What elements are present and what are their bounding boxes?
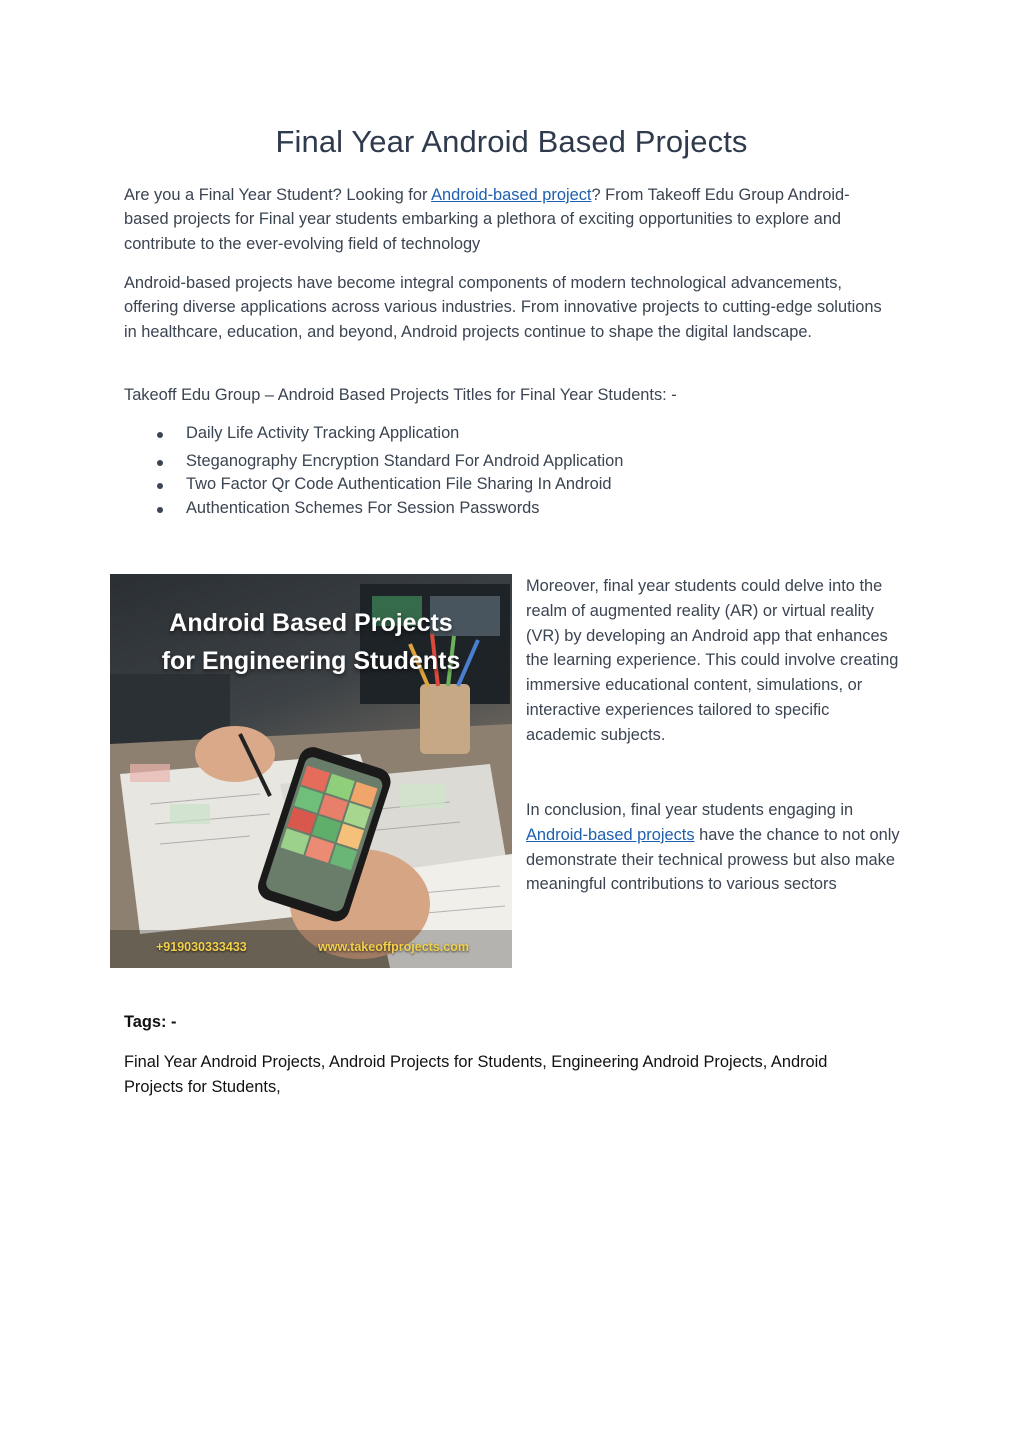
conclusion-text-after: have the chance to not only demonstrate their technical prowess but also make meaningful contributions to various sectors: [526, 825, 900, 894]
page-title: Final Year Android Based Projects: [275, 124, 748, 159]
intro-text-before: Are you a Final Year Student? Looking for: [124, 186, 432, 204]
conclusion-paragraph: [526, 798, 904, 897]
hero-title-line1: Android Based Projects: [169, 609, 453, 637]
list-item-text: Steganography Encryption Standard For Android Application: [186, 452, 624, 470]
hero-website: www.takeoffprojects.com: [318, 940, 469, 954]
list-item: [124, 497, 864, 521]
tags-label: Tags: -: [124, 1013, 177, 1031]
ar-vr-paragraph: Moreover, final year students could delve into the realm of augmented reality (AR) or virtual reality (VR) by developing an Android app that enhances the learning experience. This could involve creating immersive educational content, simulations, or interactive experiences tailored to specific academic subjects.: [526, 577, 899, 744]
hero-image: [110, 574, 512, 968]
hero-title-line2: for Engineering Students: [161, 647, 461, 675]
project-titles-list: [124, 422, 864, 521]
list-item-text: Authentication Schemes For Session Passwords: [186, 499, 540, 517]
bullet-icon: [157, 432, 163, 438]
tags-list: Final Year Android Projects, Android Projects for Students, Engineering Android Projects, Android Projects for Students,: [124, 1053, 828, 1096]
titles-heading: Takeoff Edu Group – Android Based Projects Titles for Final Year Students: -: [124, 386, 677, 404]
hero-title: [110, 604, 512, 680]
list-item-text: Two Factor Qr Code Authentication File Sharing In Android: [186, 475, 612, 493]
bullet-icon: [157, 483, 163, 489]
hero-phone-number: +919030333433: [156, 940, 247, 954]
list-item-text: Daily Life Activity Tracking Application: [186, 424, 460, 442]
intro-text-after: ? From Takeoff Edu Group Android-based projects for Final year students embarking a plethora of exciting opportunities to explore and contribute to the ever-evolving field of technology: [124, 186, 850, 253]
bullet-icon: [157, 507, 163, 513]
android-project-link[interactable]: Android-based project: [431, 186, 592, 204]
conclusion-text-before: In conclusion, final year students engaging in: [526, 801, 854, 819]
list-item: [124, 450, 864, 473]
intro-paragraph: [124, 183, 884, 256]
list-item: [124, 473, 864, 497]
android-projects-link[interactable]: Android-based projects: [526, 825, 695, 844]
overview-paragraph: Android-based projects have become integral components of modern technological advancements, offering diverse applications across various industries. From innovative projects to cutting-edge solutions in healthcare, education, and beyond, Android projects continue to shape the digital landscape.: [124, 274, 882, 341]
list-item: [124, 422, 864, 450]
bullet-icon: [157, 460, 163, 466]
